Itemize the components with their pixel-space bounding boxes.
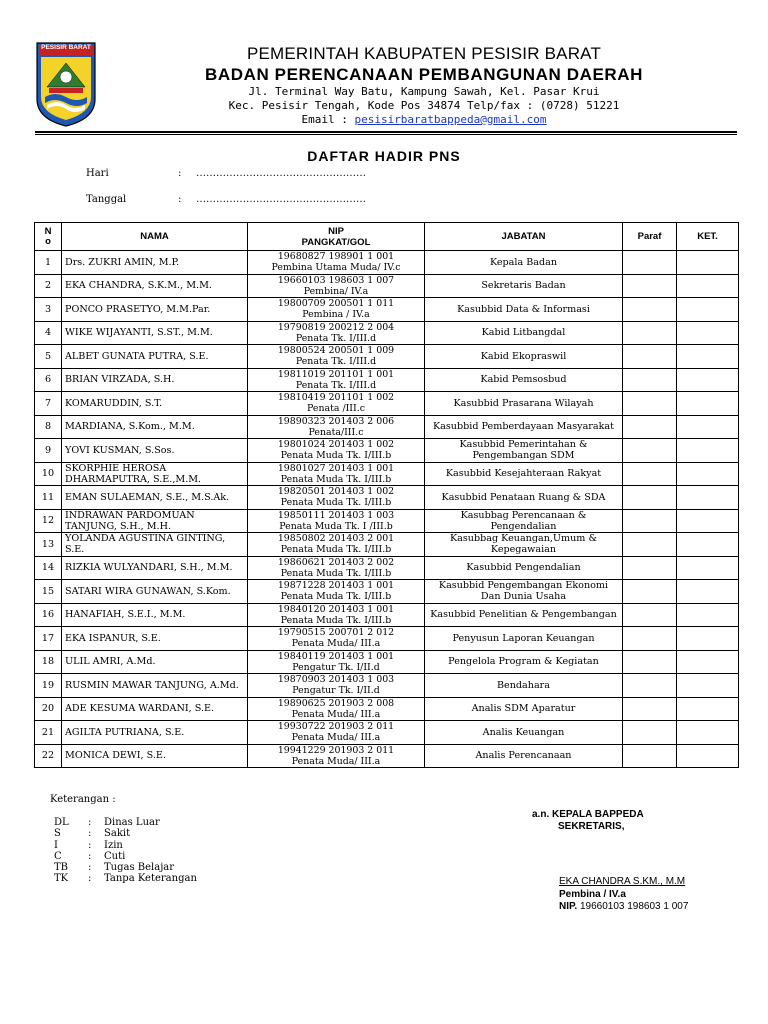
legend-code: C [54,850,62,862]
row-nama: SKORPHIE HEROSA DHARMAPUTRA, S.E.,M.M. [62,462,248,486]
row-ket-cell[interactable] [677,697,739,721]
row-nama: PONCO PRASETYO, M.M.Par. [62,298,248,322]
table-row [35,439,739,463]
legend-item [54,862,197,873]
row-pangkat: Pembina Utama Muda/ IV.c [271,262,401,274]
row-nama: YOVI KUSMAN, S.Sos. [62,439,248,463]
row-nip-pangkat [248,627,425,651]
row-nama: KOMARUDDIN, S.T. [62,392,248,416]
nip-label: NIP. [559,901,578,912]
row-nip-pangkat [248,650,425,674]
row-number: 10 [35,462,62,486]
row-nip: 19811019 201101 1 001 [277,368,395,380]
legend-code: I [54,839,58,851]
hari-dots: …………………………………………… [196,168,366,179]
row-paraf-cell[interactable] [623,345,677,369]
col-header-jabatan: JABATAN [425,223,623,251]
row-nama: BRIAN VIRZADA, S.H. [62,368,248,392]
row-nip: 19850802 201403 2 001 [277,533,395,545]
signature-on-behalf: a.n. KEPALA BAPPEDA [532,809,644,820]
row-paraf-cell[interactable] [623,274,677,298]
row-nip: 19860621 201403 2 002 [277,556,395,568]
row-ket-cell[interactable] [677,556,739,580]
row-nip-pangkat [248,462,425,486]
email-line [160,113,688,127]
signatory-nip [559,901,688,912]
tanggal-label: Tanggal [86,194,127,205]
row-nip-pangkat [248,674,425,698]
address-line-2: Kec. Pesisir Tengah, Kode Pos 34874 Telp/fax : (0728) 51221 [228,99,620,112]
legend-colon: : [88,828,92,840]
row-paraf-cell[interactable] [623,439,677,463]
row-number: 14 [35,556,62,580]
row-paraf-cell[interactable] [623,603,677,627]
tanggal-dots: …………………………………………… [196,194,366,205]
row-pangkat: Penata Tk. I/III.d [295,379,377,391]
legend-item [54,817,197,828]
row-ket-cell[interactable] [677,321,739,345]
row-number: 2 [35,274,62,298]
col-header-paraf: Paraf [623,223,677,251]
row-number: 5 [35,345,62,369]
row-nip: 19810419 201101 1 002 [277,392,395,404]
row-nama: YOLANDA AGUSTINA GINTING, S.E. [62,533,248,557]
row-nip: 19840119 201403 1 001 [277,650,395,662]
row-nip: 19850111 201403 1 003 [277,509,395,521]
row-ket-cell[interactable] [677,627,739,651]
row-pangkat: Penata Muda Tk. I /III.b [279,520,393,532]
tanggal-field [86,194,366,205]
row-ket-cell[interactable] [677,274,739,298]
row-number: 9 [35,439,62,463]
table-row [35,321,739,345]
row-number: 19 [35,674,62,698]
table-row [35,274,739,298]
row-jabatan: Kabid Ekopraswil [425,345,623,369]
row-number: 3 [35,298,62,322]
legend-item [54,851,197,862]
row-ket-cell[interactable] [677,298,739,322]
row-paraf-cell[interactable] [623,462,677,486]
table-row [35,392,739,416]
row-nip-pangkat [248,603,425,627]
row-paraf-cell[interactable] [623,556,677,580]
legend-code: TK [54,873,69,885]
row-number: 8 [35,415,62,439]
row-nip: 19801027 201403 1 001 [277,462,395,474]
row-ket-cell[interactable] [677,603,739,627]
row-nip: 19801024 201403 1 002 [277,439,395,451]
row-ket-cell[interactable] [677,650,739,674]
row-ket-cell[interactable] [677,439,739,463]
row-nip-pangkat [248,533,425,557]
hari-colon: : [178,168,182,179]
row-ket-cell[interactable] [677,462,739,486]
row-pangkat: Penata Muda Tk. I/III.b [280,567,392,579]
row-nama: EMAN SULAEMAN, S.E., M.S.Ak. [62,486,248,510]
row-paraf-cell[interactable] [623,298,677,322]
row-paraf-cell[interactable] [623,392,677,416]
row-ket-cell[interactable] [677,368,739,392]
legend-desc: Tugas Belajar [104,862,175,874]
row-number: 1 [35,251,62,275]
row-nip: 19790819 200212 2 004 [277,321,395,333]
legend-desc: Cuti [104,850,126,862]
row-nama: ALBET GUNATA PUTRA, S.E. [62,345,248,369]
header-divider-thick [35,131,737,133]
hari-label: Hari [86,168,109,179]
row-pangkat: Penata Muda/ III.a [291,732,381,744]
row-nip: 19660103 198603 1 007 [277,274,395,286]
row-jabatan: Kasubbid Pengendalian [425,556,623,580]
row-nip-pangkat [248,392,425,416]
nip-value: 19660103 198603 1 007 [577,901,689,912]
header-government: PEMERINTAH KABUPATEN PESISIR BARAT [246,44,602,63]
legend-colon: : [88,850,92,862]
legend-colon: : [88,817,92,828]
header-divider-thin [35,134,737,135]
row-paraf-cell[interactable] [623,650,677,674]
row-jabatan: Sekretaris Badan [425,274,623,298]
row-pangkat: Pembina / IV.a [302,309,370,321]
row-ket-cell[interactable] [677,674,739,698]
row-nip: 19870903 201403 1 003 [277,674,395,686]
row-pangkat: Penata Tk. I/III.d [295,332,377,344]
row-paraf-cell[interactable] [623,251,677,275]
legend-item [54,840,197,851]
row-pangkat: Pengatur Tk. I/II.d [292,685,380,697]
signature-role: SEKRETARIS, [558,821,625,832]
table-row [35,721,739,745]
tanggal-colon: : [178,194,182,205]
attendance-rows [35,251,739,768]
row-nip-pangkat [248,368,425,392]
row-paraf-cell[interactable] [623,580,677,604]
row-jabatan: Pengelola Program & Kegiatan [425,650,623,674]
row-nip-pangkat [248,509,425,533]
row-number: 15 [35,580,62,604]
row-nip: 19790515 200701 2 012 [277,627,395,639]
row-number: 12 [35,509,62,533]
row-number: 4 [35,321,62,345]
row-nama: EKA ISPANUR, S.E. [62,627,248,651]
row-jabatan: Analis Keuangan [425,721,623,745]
col-header-no: N o [35,223,62,251]
row-paraf-cell[interactable] [623,697,677,721]
row-paraf-cell[interactable] [623,415,677,439]
legend-desc: Izin [104,839,123,851]
row-ket-cell[interactable] [677,345,739,369]
signatory-rank: Pembina / IV.a [559,889,626,900]
row-nip-pangkat [248,744,425,768]
keterangan-title: Keterangan : [50,794,116,805]
row-number: 6 [35,368,62,392]
table-row [35,556,739,580]
row-pangkat: Penata Muda/ III.a [291,755,381,767]
header-address [160,85,688,127]
row-pangkat: Penata /III.c [307,403,365,415]
row-ket-cell[interactable] [677,415,739,439]
legend-colon: : [88,873,92,885]
row-nama: ADE KESUMA WARDANI, S.E. [62,697,248,721]
legend-item [54,873,197,884]
row-paraf-cell[interactable] [623,509,677,533]
row-ket-cell[interactable] [677,509,739,533]
row-paraf-cell[interactable] [623,627,677,651]
row-ket-cell[interactable] [677,533,739,557]
col-header-nama: NAMA [62,223,248,251]
table-row [35,486,739,510]
row-nama: MONICA DEWI, S.E. [62,744,248,768]
row-jabatan: Kasubbag Perencanaan & Pengendalian [425,509,623,533]
row-nip: 19840120 201403 1 001 [277,603,395,615]
row-jabatan: Penyusun Laporan Keuangan [425,627,623,651]
row-nip-pangkat [248,580,425,604]
row-nip: 19820501 201403 1 002 [277,486,395,498]
row-pangkat: Pembina/ IV.a [303,285,369,297]
legend-desc: Sakit [104,828,131,840]
row-paraf-cell[interactable] [623,533,677,557]
row-ket-cell[interactable] [677,392,739,416]
row-nip-pangkat [248,697,425,721]
table-row [35,251,739,275]
row-paraf-cell[interactable] [623,721,677,745]
row-jabatan: Analis SDM Aparatur [425,697,623,721]
row-number: 18 [35,650,62,674]
row-jabatan: Analis Perencanaan [425,744,623,768]
row-jabatan: Kasubbid Kesejahteraan Rakyat [425,462,623,486]
row-nip: 19871228 201403 1 001 [277,580,395,592]
row-nip-pangkat [248,415,425,439]
row-number: 22 [35,744,62,768]
header-agency: BADAN PERENCANAAN PEMBANGUNAN DAERAH [204,65,644,84]
row-jabatan: Kasubbid Pemberdayaan Masyarakat [425,415,623,439]
row-nip-pangkat [248,439,425,463]
legend-code: TB [54,862,69,874]
row-number: 21 [35,721,62,745]
row-jabatan: Kabid Pemsosbud [425,368,623,392]
table-row [35,345,739,369]
table-row [35,509,739,533]
table-row [35,580,739,604]
row-jabatan: Kasubbid Pengembangan Ekonomi Dan Dunia Usaha [425,580,623,604]
row-paraf-cell[interactable] [623,368,677,392]
row-nip-pangkat [248,321,425,345]
row-ket-cell[interactable] [677,251,739,275]
row-nip-pangkat [248,274,425,298]
row-number: 17 [35,627,62,651]
row-pangkat: Penata Tk. I/III.d [295,356,377,368]
legend-colon: : [88,862,92,874]
row-nip-pangkat [248,251,425,275]
row-jabatan: Kasubbid Penataan Ruang & SDA [425,486,623,510]
row-nama: WIKE WIJAYANTI, S.ST., M.M. [62,321,248,345]
row-nip: 19800709 200501 1 011 [277,298,395,310]
row-nip-pangkat [248,486,425,510]
row-jabatan: Kasubbag Keuangan,Umum & Kepegawaian [425,533,623,557]
row-nama: AGILTA PUTRIANA, S.E. [62,721,248,745]
row-nama: INDRAWAN PARDOMUAN TANJUNG, S.H., M.H. [62,509,248,533]
row-pangkat: Penata Muda Tk. I/III.b [280,497,392,509]
row-pangkat: Penata Muda/ III.a [291,708,381,720]
table-row [35,603,739,627]
row-nip: 19890323 201403 2 006 [277,415,395,427]
row-nip: 19930722 201903 2 011 [277,721,395,733]
row-nip: 19800524 200501 1 009 [277,345,395,357]
table-row [35,650,739,674]
legend-desc: Tanpa Keterangan [104,873,197,885]
row-pangkat: Penata/III.c [308,426,364,438]
attendance-table [34,222,739,768]
legend-colon: : [88,839,92,851]
row-ket-cell[interactable] [677,486,739,510]
row-number: 7 [35,392,62,416]
email-label: Email : [301,113,355,126]
row-nip-pangkat [248,556,425,580]
row-paraf-cell[interactable] [623,321,677,345]
row-jabatan: Kabid Litbangdal [425,321,623,345]
row-jabatan: Kepala Badan [425,251,623,275]
table-row [35,298,739,322]
legend-code: DL [54,817,69,828]
signatory-name: EKA CHANDRA S.KM., M.M [559,876,686,887]
row-nip: 19941229 201903 2 011 [277,744,395,756]
row-pangkat: Penata Muda Tk. I/III.b [280,450,392,462]
row-paraf-cell[interactable] [623,744,677,768]
document-title: DAFTAR HADIR PNS [307,148,461,164]
legend-item [54,828,197,839]
email-link[interactable]: pesisirbaratbappeda@gmail.com [354,113,547,126]
pesisir-barat-logo [35,41,97,127]
table-row [35,462,739,486]
row-pangkat: Penata Muda Tk. I/III.b [280,473,392,485]
row-ket-cell[interactable] [677,721,739,745]
row-nip: 19890625 201903 2 008 [277,697,395,709]
table-row [35,627,739,651]
row-pangkat: Penata Muda/ III.a [291,638,381,650]
row-nip-pangkat [248,721,425,745]
table-row [35,674,739,698]
row-nama: RIZKIA WULYANDARI, S.H., M.M. [62,556,248,580]
row-jabatan: Kasubbid Data & Informasi [425,298,623,322]
row-jabatan: Bendahara [425,674,623,698]
row-paraf-cell[interactable] [623,674,677,698]
row-nip: 19680827 198901 1 001 [277,251,395,263]
logo-text: PESISIR BARAT [41,44,91,51]
row-pangkat: Penata Muda Tk. I/III.b [280,614,392,626]
row-number: 20 [35,697,62,721]
row-pangkat: Penata Muda Tk. I/III.b [280,591,392,603]
row-nama: ULIL AMRI, A.Md. [62,650,248,674]
row-number: 16 [35,603,62,627]
table-header-row [35,223,739,251]
row-paraf-cell[interactable] [623,486,677,510]
address-line-1: Jl. Terminal Way Batu, Kampung Sawah, Kel. Pasar Krui [248,85,600,98]
row-pangkat: Penata Muda Tk. I/III.b [280,544,392,556]
hari-field [86,168,366,179]
table-row [35,697,739,721]
row-jabatan: Kasubbid Pemerintahan & Pengembangan SDM [425,439,623,463]
table-row [35,744,739,768]
row-jabatan: Kasubbid Penelitian & Pengembangan [425,603,623,627]
row-nama: MARDIANA, S.Kom., M.M. [62,415,248,439]
table-row [35,533,739,557]
row-jabatan: Kasubbid Prasarana Wilayah [425,392,623,416]
row-nama: SATARI WIRA GUNAWAN, S.Kom. [62,580,248,604]
row-ket-cell[interactable] [677,580,739,604]
row-nip-pangkat [248,298,425,322]
row-number: 13 [35,533,62,557]
row-ket-cell[interactable] [677,744,739,768]
row-pangkat: Pengatur Tk. I/II.d [292,661,380,673]
row-nama: EKA CHANDRA, S.K.M., M.M. [62,274,248,298]
legend-code: S [54,828,61,840]
row-nama: Drs. ZUKRI AMIN, M.P. [62,251,248,275]
row-nama: HANAFIAH, S.E.I., M.M. [62,603,248,627]
keterangan-list [54,817,197,885]
table-row [35,368,739,392]
col-header-ket: KET. [677,223,739,251]
table-row [35,415,739,439]
col-header-nip: NIP PANGKAT/GOL [248,223,425,251]
legend-desc: Dinas Luar [104,817,160,828]
row-nama: RUSMIN MAWAR TANJUNG, A.Md. [62,674,248,698]
row-number: 11 [35,486,62,510]
row-nip-pangkat [248,345,425,369]
